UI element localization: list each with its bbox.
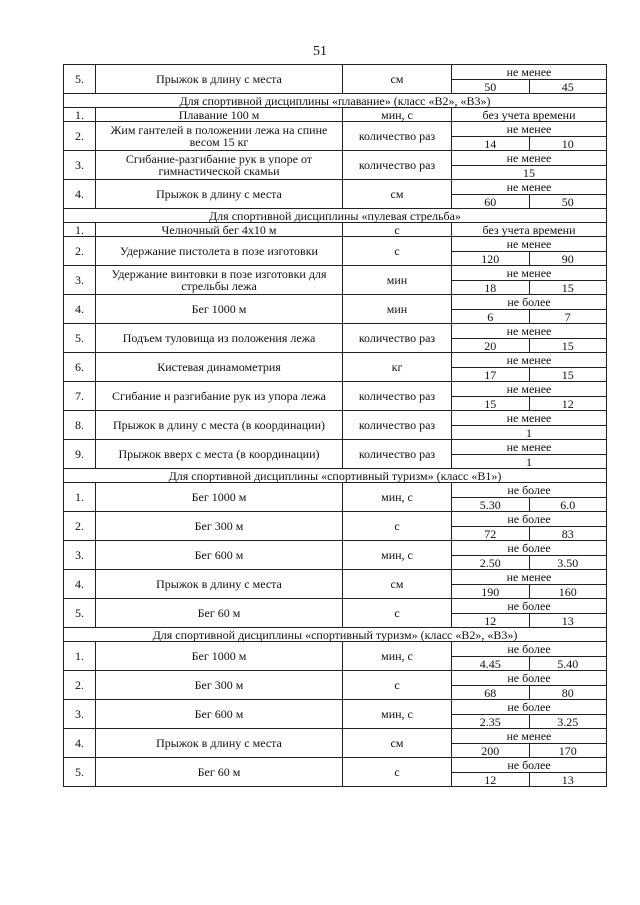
table-row xyxy=(64,295,607,324)
row-number: 4. xyxy=(64,180,96,209)
norm-values-cell xyxy=(452,729,607,758)
norm-condition: не менее xyxy=(452,151,606,166)
table-row xyxy=(64,122,607,151)
norm-values-cell xyxy=(452,353,607,382)
norm-value: 18 xyxy=(484,281,497,295)
table-row xyxy=(64,729,607,758)
table-row xyxy=(64,541,607,570)
exercise-name: Бег 60 м xyxy=(96,758,343,787)
exercise-name: Прыжок вверх с места (в координации) xyxy=(96,440,343,469)
section-title: Для спортивной дисциплины «пулевая стрельба» xyxy=(64,209,607,223)
table-row xyxy=(64,237,607,266)
norm-value: 2.50 xyxy=(479,556,501,570)
exercise-name: Прыжок в длину с места xyxy=(96,729,343,758)
table-row xyxy=(64,65,607,94)
unit-of-measure: мин, с xyxy=(343,642,452,671)
norm-condition: не более xyxy=(452,599,606,614)
row-number: 7. xyxy=(64,382,96,411)
unit-of-measure: с xyxy=(343,599,452,628)
norm-value: 2.35 xyxy=(479,715,501,729)
norm-value: 83 xyxy=(529,527,607,541)
unit-of-measure: см xyxy=(343,180,452,209)
exercise-name: Прыжок в длину с места (в координации) xyxy=(96,411,343,440)
unit-of-measure: см xyxy=(343,570,452,599)
row-number: 3. xyxy=(64,266,96,295)
norm-value: 80 xyxy=(529,686,607,700)
norm-value: 3.50 xyxy=(529,556,607,570)
norm-value: 190 xyxy=(481,585,500,599)
norm-values-cell xyxy=(452,700,607,729)
unit-of-measure: мин, с xyxy=(343,108,452,122)
unit-of-measure: количество раз xyxy=(343,122,452,151)
row-number: 3. xyxy=(64,541,96,570)
norm-value: 15 xyxy=(529,368,607,382)
row-number: 4. xyxy=(64,729,96,758)
norm-values-cell xyxy=(452,382,607,411)
table-row xyxy=(64,700,607,729)
norm-condition: не более xyxy=(452,483,606,498)
norm-value: 7 xyxy=(529,310,607,324)
row-number: 5. xyxy=(64,65,96,94)
table-row xyxy=(64,570,607,599)
table-row xyxy=(64,180,607,209)
norm-values-cell xyxy=(452,411,607,440)
unit-of-measure: см xyxy=(343,65,452,94)
norm-values-cell xyxy=(452,758,607,787)
unit-of-measure: мин, с xyxy=(343,483,452,512)
norm-value: 12 xyxy=(484,773,497,787)
unit-of-measure: количество раз xyxy=(343,324,452,353)
norm-values-cell xyxy=(452,237,607,266)
norm-value: 72 xyxy=(484,527,497,541)
norm-values-cell xyxy=(452,295,607,324)
norm-value: 170 xyxy=(529,744,607,758)
exercise-name: Челночный бег 4x10 м xyxy=(96,223,343,237)
norm-condition: не менее xyxy=(452,353,606,368)
exercise-name: Прыжок в длину с места xyxy=(96,180,343,209)
norm-value: 5.40 xyxy=(529,657,607,671)
table-row xyxy=(64,483,607,512)
norm-values-cell xyxy=(452,599,607,628)
exercise-name: Сгибание и разгибание рук из упора лежа xyxy=(96,382,343,411)
row-number: 1. xyxy=(64,642,96,671)
norm-value: 3.25 xyxy=(529,715,607,729)
unit-of-measure: количество раз xyxy=(343,411,452,440)
row-number: 2. xyxy=(64,122,96,151)
norm-value: 4.45 xyxy=(479,657,501,671)
norm-value: 15 xyxy=(523,166,535,180)
norm-values-cell xyxy=(452,541,607,570)
row-number: 1. xyxy=(64,223,96,237)
norm-value: 20 xyxy=(484,339,497,353)
exercise-name: Бег 300 м xyxy=(96,671,343,700)
norm-value: 13 xyxy=(529,773,607,787)
unit-of-measure: количество раз xyxy=(343,151,452,180)
unit-of-measure: с xyxy=(343,512,452,541)
norm-value: без учета времени xyxy=(452,108,607,122)
norm-condition: не менее xyxy=(452,411,606,426)
norm-value: 1 xyxy=(526,426,532,440)
table-row xyxy=(64,151,607,180)
unit-of-measure: мин, с xyxy=(343,700,452,729)
norm-values-cell xyxy=(452,266,607,295)
table-row xyxy=(64,382,607,411)
norm-values-cell xyxy=(452,180,607,209)
section-header-row xyxy=(64,628,607,642)
exercise-name: Бег 600 м xyxy=(96,700,343,729)
exercise-name: Бег 60 м xyxy=(96,599,343,628)
table-row xyxy=(64,353,607,382)
norm-value: 50 xyxy=(529,195,607,209)
exercise-name: Удержание винтовки в позе изготовки для стрельбы лежа xyxy=(96,266,343,295)
unit-of-measure: см xyxy=(343,729,452,758)
row-number: 5. xyxy=(64,758,96,787)
row-number: 1. xyxy=(64,108,96,122)
norm-values-cell xyxy=(452,570,607,599)
norm-value: 6.0 xyxy=(529,498,607,512)
table-row xyxy=(64,512,607,541)
table-row xyxy=(64,758,607,787)
norm-value: 10 xyxy=(529,137,607,151)
exercise-name: Бег 600 м xyxy=(96,541,343,570)
norm-condition: не менее xyxy=(452,122,606,137)
unit-of-measure: с xyxy=(343,223,452,237)
row-number: 2. xyxy=(64,512,96,541)
row-number: 8. xyxy=(64,411,96,440)
norm-condition: не более xyxy=(452,512,606,527)
norm-condition: не более xyxy=(452,642,606,657)
row-number: 6. xyxy=(64,353,96,382)
norm-value: 5.30 xyxy=(479,498,501,512)
norm-value: 12 xyxy=(484,614,497,628)
norm-value: 200 xyxy=(481,744,500,758)
norm-value: 15 xyxy=(484,397,497,411)
exercise-name: Бег 1000 м xyxy=(96,295,343,324)
norm-value: 12 xyxy=(529,397,607,411)
norm-condition: не менее xyxy=(452,324,606,339)
section-header-row xyxy=(64,469,607,483)
section-title: Для спортивной дисциплины «спортивный туризм» (класс «В1») xyxy=(64,469,607,483)
norm-condition: не более xyxy=(452,295,606,310)
norm-condition: не менее xyxy=(452,237,606,252)
exercise-name: Удержание пистолета в позе изготовки xyxy=(96,237,343,266)
exercise-name: Бег 1000 м xyxy=(96,483,343,512)
row-number: 4. xyxy=(64,570,96,599)
norm-values-cell xyxy=(452,324,607,353)
row-number: 3. xyxy=(64,700,96,729)
norm-value: 68 xyxy=(484,686,497,700)
norm-values-cell xyxy=(452,65,607,94)
norm-value: 120 xyxy=(481,252,500,266)
table-row xyxy=(64,671,607,700)
unit-of-measure: количество раз xyxy=(343,382,452,411)
table-row xyxy=(64,411,607,440)
norm-condition: не менее xyxy=(452,180,606,195)
table-row xyxy=(64,108,607,122)
norm-values-cell xyxy=(452,512,607,541)
exercise-name: Бег 1000 м xyxy=(96,642,343,671)
norm-value: 17 xyxy=(484,368,497,382)
norm-value: 15 xyxy=(529,339,607,353)
section-header-row xyxy=(64,209,607,223)
row-number: 5. xyxy=(64,324,96,353)
row-number: 5. xyxy=(64,599,96,628)
norm-condition: не более xyxy=(452,541,606,556)
exercise-name: Бег 300 м xyxy=(96,512,343,541)
norm-condition: не менее xyxy=(452,729,606,744)
norm-value: 6 xyxy=(487,310,494,324)
exercise-name: Сгибание-разгибание рук в упоре от гимнастической скамьи xyxy=(96,151,343,180)
unit-of-measure: с xyxy=(343,237,452,266)
row-number: 2. xyxy=(64,671,96,700)
table-row xyxy=(64,642,607,671)
exercise-name: Плавание 100 м xyxy=(96,108,343,122)
table-row xyxy=(64,223,607,237)
norm-values-cell xyxy=(452,440,607,469)
section-header-row xyxy=(64,94,607,108)
unit-of-measure: количество раз xyxy=(343,440,452,469)
table-row xyxy=(64,599,607,628)
unit-of-measure: мин xyxy=(343,266,452,295)
norm-condition: не более xyxy=(452,671,606,686)
unit-of-measure: мин, с xyxy=(343,541,452,570)
unit-of-measure: с xyxy=(343,758,452,787)
table-row xyxy=(64,266,607,295)
norm-value: 1 xyxy=(526,455,532,469)
norm-values-cell xyxy=(452,151,607,180)
exercise-name: Кистевая динамометрия xyxy=(96,353,343,382)
unit-of-measure: с xyxy=(343,671,452,700)
norm-values-cell xyxy=(452,483,607,512)
norm-condition: не менее xyxy=(452,382,606,397)
norm-values-cell xyxy=(452,642,607,671)
row-number: 9. xyxy=(64,440,96,469)
norm-values-cell xyxy=(452,671,607,700)
norm-condition: не менее xyxy=(452,570,606,585)
norm-values-cell xyxy=(452,122,607,151)
norms-table-body xyxy=(64,65,607,787)
unit-of-measure: кг xyxy=(343,353,452,382)
norm-value: 60 xyxy=(484,195,497,209)
norm-condition: не более xyxy=(452,700,606,715)
norm-value: 160 xyxy=(529,585,607,599)
norm-condition: не более xyxy=(452,758,606,773)
norm-value: 45 xyxy=(529,80,607,94)
norm-value: 50 xyxy=(484,80,497,94)
exercise-name: Прыжок в длину с места xyxy=(96,65,343,94)
norm-value: 14 xyxy=(484,137,497,151)
norm-value: без учета времени xyxy=(452,223,607,237)
norm-value: 13 xyxy=(529,614,607,628)
table-row xyxy=(64,440,607,469)
exercise-name: Жим гантелей в положении лежа на спине весом 15 кг xyxy=(96,122,343,151)
norm-condition: не менее xyxy=(452,440,606,455)
row-number: 4. xyxy=(64,295,96,324)
norm-value: 15 xyxy=(529,281,607,295)
norms-table xyxy=(63,64,607,787)
section-title: Для спортивной дисциплины «спортивный туризм» (класс «В2», «В3») xyxy=(64,628,607,642)
row-number: 1. xyxy=(64,483,96,512)
exercise-name: Прыжок в длину с места xyxy=(96,570,343,599)
norm-condition: не менее xyxy=(452,266,606,281)
unit-of-measure: мин xyxy=(343,295,452,324)
table-row xyxy=(64,324,607,353)
section-title: Для спортивной дисциплины «плавание» (класс «В2», «В3») xyxy=(64,94,607,108)
row-number: 2. xyxy=(64,237,96,266)
row-number: 3. xyxy=(64,151,96,180)
norm-condition: не менее xyxy=(452,65,606,80)
norm-value: 90 xyxy=(529,252,607,266)
page-number: 51 xyxy=(313,44,327,59)
exercise-name: Подъем туловища из положения лежа xyxy=(96,324,343,353)
